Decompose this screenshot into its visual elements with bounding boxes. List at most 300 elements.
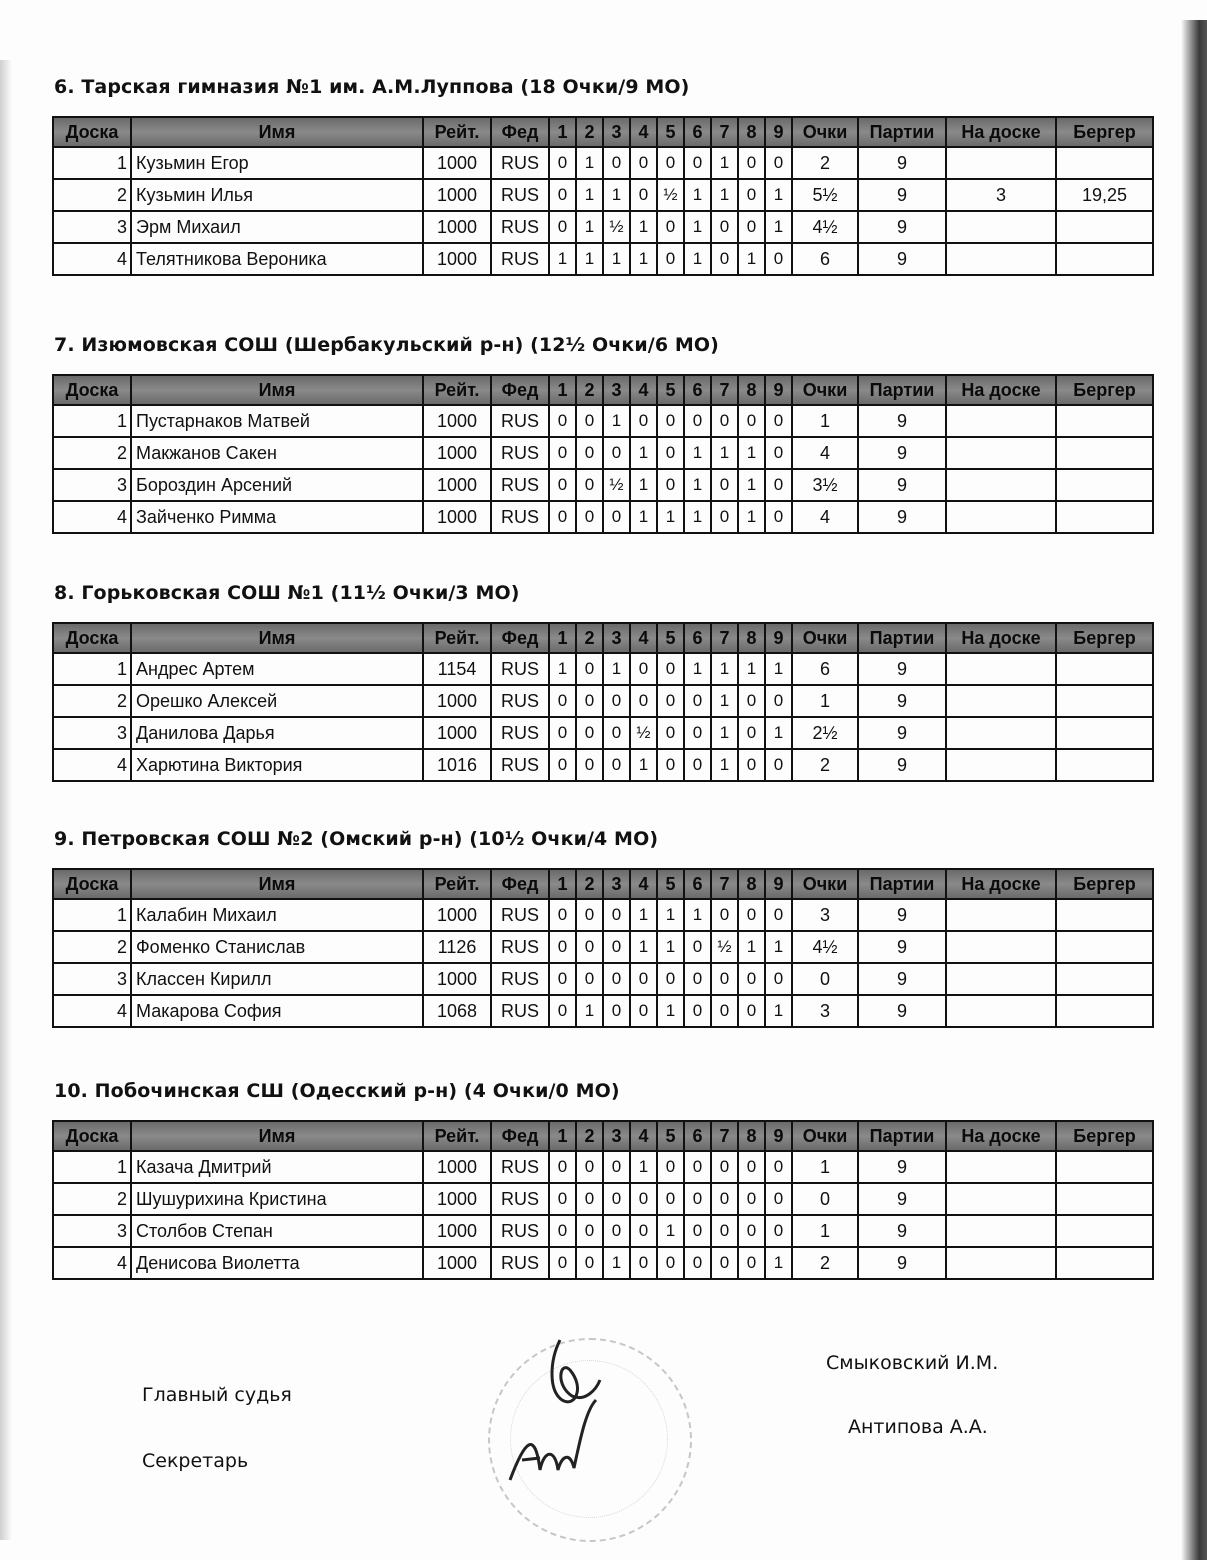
round-result: 1 <box>603 1247 630 1279</box>
player-row <box>53 931 1153 963</box>
board-number: 2 <box>53 685 131 717</box>
header-board: Доска <box>53 117 131 147</box>
header-row <box>53 869 1153 899</box>
round-result: 1 <box>711 749 738 781</box>
round-result: 1 <box>684 179 711 211</box>
header-round: 3 <box>603 869 630 899</box>
round-result: 0 <box>603 717 630 749</box>
scan-edge-left <box>0 60 12 1540</box>
header-games: Партии <box>858 623 946 653</box>
header-round: 8 <box>738 117 765 147</box>
player-berger <box>1056 1247 1153 1279</box>
header-round: 7 <box>711 869 738 899</box>
round-result: 0 <box>576 469 603 501</box>
team-title: 6. Тарская гимназия №1 им. А.М.Луппова (18 Очки/9 МО) <box>54 76 690 98</box>
player-points: 2 <box>792 749 858 781</box>
board-number: 3 <box>53 963 131 995</box>
round-result: 0 <box>576 749 603 781</box>
round-result: 0 <box>576 685 603 717</box>
round-result: 0 <box>765 501 792 533</box>
round-result: 0 <box>738 749 765 781</box>
player-federation: RUS <box>491 147 549 179</box>
board-number: 1 <box>53 147 131 179</box>
player-on-board <box>946 749 1056 781</box>
header-name: Имя <box>131 117 423 147</box>
round-result: 0 <box>630 685 657 717</box>
header-board: Доска <box>53 375 131 405</box>
player-games: 9 <box>858 405 946 437</box>
round-result: 0 <box>684 963 711 995</box>
player-rating: 1154 <box>423 653 491 685</box>
player-name: Шушурихина Кристина <box>131 1183 423 1215</box>
player-rating: 1000 <box>423 437 491 469</box>
round-result: 0 <box>603 1215 630 1247</box>
round-result: 0 <box>765 1183 792 1215</box>
board-number: 1 <box>53 653 131 685</box>
player-games: 9 <box>858 931 946 963</box>
player-games: 9 <box>858 437 946 469</box>
header-round: 9 <box>765 117 792 147</box>
round-result: 1 <box>657 899 684 931</box>
round-result: 0 <box>684 685 711 717</box>
round-result: 0 <box>603 437 630 469</box>
round-result: 0 <box>657 147 684 179</box>
player-rating: 1016 <box>423 749 491 781</box>
player-on-board <box>946 211 1056 243</box>
round-result: 0 <box>603 899 630 931</box>
round-result: 0 <box>603 931 630 963</box>
round-result: 1 <box>603 405 630 437</box>
player-games: 9 <box>858 1183 946 1215</box>
round-result: 1 <box>765 1247 792 1279</box>
round-result: 0 <box>657 469 684 501</box>
header-fed: Фед <box>491 375 549 405</box>
round-result: 0 <box>549 501 576 533</box>
round-result: 0 <box>684 1247 711 1279</box>
player-points: 4 <box>792 501 858 533</box>
player-games: 9 <box>858 963 946 995</box>
team-title: 10. Побочинская СШ (Одесский р-н) (4 Очки/0 МО) <box>54 1080 620 1102</box>
player-federation: RUS <box>491 1215 549 1247</box>
player-on-board <box>946 1247 1056 1279</box>
player-row <box>53 685 1153 717</box>
round-result: 1 <box>765 211 792 243</box>
header-on-board: На доске <box>946 869 1056 899</box>
round-result: 0 <box>765 437 792 469</box>
player-on-board <box>946 995 1056 1027</box>
player-rating: 1000 <box>423 1183 491 1215</box>
round-result: 0 <box>576 963 603 995</box>
header-round: 3 <box>603 117 630 147</box>
player-on-board <box>946 931 1056 963</box>
team-title: 8. Горьковская СОШ №1 (11½ Очки/3 МО) <box>54 582 520 604</box>
header-points: Очки <box>792 869 858 899</box>
player-federation: RUS <box>491 1151 549 1183</box>
header-round: 3 <box>603 623 630 653</box>
round-result: 0 <box>684 749 711 781</box>
player-points: 4½ <box>792 211 858 243</box>
round-result: 1 <box>657 1215 684 1247</box>
player-games: 9 <box>858 243 946 275</box>
round-result: 0 <box>738 963 765 995</box>
chief-judge-label: Главный судья <box>142 1384 292 1406</box>
player-points: 1 <box>792 685 858 717</box>
player-name: Макжанов Сакен <box>131 437 423 469</box>
player-federation: RUS <box>491 469 549 501</box>
header-rating: Рейт. <box>423 623 491 653</box>
player-berger <box>1056 469 1153 501</box>
player-points: 3 <box>792 995 858 1027</box>
player-berger <box>1056 653 1153 685</box>
board-number: 1 <box>53 405 131 437</box>
player-name: Зайченко Римма <box>131 501 423 533</box>
board-number: 3 <box>53 1215 131 1247</box>
round-result: 0 <box>549 1215 576 1247</box>
player-rating: 1000 <box>423 147 491 179</box>
round-result: 0 <box>603 685 630 717</box>
round-result: 1 <box>738 501 765 533</box>
round-result: 0 <box>549 469 576 501</box>
player-name: Орешко Алексей <box>131 685 423 717</box>
player-row <box>53 1151 1153 1183</box>
player-games: 9 <box>858 469 946 501</box>
header-round: 5 <box>657 869 684 899</box>
player-games: 9 <box>858 179 946 211</box>
round-result: 0 <box>684 405 711 437</box>
board-number: 2 <box>53 437 131 469</box>
player-name: Кузьмин Илья <box>131 179 423 211</box>
round-result: 0 <box>711 963 738 995</box>
round-result: 0 <box>765 749 792 781</box>
player-name: Фоменко Станислав <box>131 931 423 963</box>
header-round: 7 <box>711 117 738 147</box>
player-games: 9 <box>858 653 946 685</box>
board-number: 4 <box>53 749 131 781</box>
player-berger <box>1056 405 1153 437</box>
player-name: Эрм Михаил <box>131 211 423 243</box>
round-result: 0 <box>630 405 657 437</box>
player-row <box>53 899 1153 931</box>
player-points: 4 <box>792 437 858 469</box>
player-on-board <box>946 1215 1056 1247</box>
header-row <box>53 1121 1153 1151</box>
round-result: 1 <box>684 211 711 243</box>
player-name: Денисова Виолетта <box>131 1247 423 1279</box>
round-result: 0 <box>711 501 738 533</box>
player-berger <box>1056 147 1153 179</box>
round-result: 1 <box>711 685 738 717</box>
player-berger <box>1056 749 1153 781</box>
round-result: 0 <box>765 963 792 995</box>
round-result: 0 <box>630 963 657 995</box>
round-result: 0 <box>711 1183 738 1215</box>
team-title: 7. Изюмовская СОШ (Шербакульский р-н) (12½ Очки/6 МО) <box>54 334 719 356</box>
board-number: 2 <box>53 179 131 211</box>
header-round: 1 <box>549 869 576 899</box>
round-result: 0 <box>711 1215 738 1247</box>
player-on-board <box>946 963 1056 995</box>
header-round: 1 <box>549 1121 576 1151</box>
round-result: 1 <box>576 211 603 243</box>
player-row <box>53 1183 1153 1215</box>
player-points: 3 <box>792 899 858 931</box>
round-result: 0 <box>576 1215 603 1247</box>
player-row <box>53 1247 1153 1279</box>
round-result: 1 <box>630 243 657 275</box>
player-on-board <box>946 653 1056 685</box>
round-result: 0 <box>684 1183 711 1215</box>
player-on-board <box>946 1183 1056 1215</box>
player-rating: 1000 <box>423 1151 491 1183</box>
player-games: 9 <box>858 899 946 931</box>
player-federation: RUS <box>491 1183 549 1215</box>
round-result: 0 <box>549 899 576 931</box>
header-round: 2 <box>576 869 603 899</box>
header-round: 9 <box>765 623 792 653</box>
round-result: ½ <box>657 179 684 211</box>
header-berger: Бергер <box>1056 375 1153 405</box>
round-result: 0 <box>765 1215 792 1247</box>
header-round: 5 <box>657 1121 684 1151</box>
round-result: 1 <box>684 501 711 533</box>
round-result: 1 <box>684 469 711 501</box>
round-result: 1 <box>630 469 657 501</box>
header-round: 8 <box>738 869 765 899</box>
player-name: Харютина Виктория <box>131 749 423 781</box>
player-federation: RUS <box>491 717 549 749</box>
player-games: 9 <box>858 685 946 717</box>
header-points: Очки <box>792 375 858 405</box>
round-result: 1 <box>630 899 657 931</box>
round-result: 0 <box>657 211 684 243</box>
player-berger <box>1056 717 1153 749</box>
player-games: 9 <box>858 147 946 179</box>
round-result: 0 <box>657 653 684 685</box>
player-federation: RUS <box>491 501 549 533</box>
round-result: 1 <box>765 179 792 211</box>
round-result: 1 <box>549 243 576 275</box>
player-federation: RUS <box>491 1247 549 1279</box>
round-result: 0 <box>549 147 576 179</box>
player-federation: RUS <box>491 749 549 781</box>
header-round: 1 <box>549 375 576 405</box>
round-result: 0 <box>765 685 792 717</box>
header-row <box>53 623 1153 653</box>
round-result: 0 <box>657 963 684 995</box>
round-result: 0 <box>576 1183 603 1215</box>
round-result: 0 <box>765 1151 792 1183</box>
round-result: 0 <box>630 995 657 1027</box>
round-result: 0 <box>738 405 765 437</box>
round-result: 1 <box>738 469 765 501</box>
round-result: 0 <box>603 995 630 1027</box>
round-result: 0 <box>684 995 711 1027</box>
round-result: 0 <box>738 1247 765 1279</box>
player-rating: 1000 <box>423 717 491 749</box>
player-rating: 1000 <box>423 501 491 533</box>
round-result: 1 <box>630 501 657 533</box>
player-points: 0 <box>792 1183 858 1215</box>
header-name: Имя <box>131 623 423 653</box>
round-result: 0 <box>738 899 765 931</box>
handwritten-signature <box>500 1330 620 1500</box>
header-games: Партии <box>858 869 946 899</box>
round-result: 1 <box>603 243 630 275</box>
player-row <box>53 469 1153 501</box>
round-result: 0 <box>630 147 657 179</box>
round-result: ½ <box>603 469 630 501</box>
player-games: 9 <box>858 1215 946 1247</box>
header-round: 3 <box>603 1121 630 1151</box>
player-row <box>53 243 1153 275</box>
results-table <box>52 116 1154 276</box>
round-result: 0 <box>738 211 765 243</box>
round-result: 1 <box>765 931 792 963</box>
player-games: 9 <box>858 211 946 243</box>
round-result: 1 <box>738 931 765 963</box>
header-round: 4 <box>630 375 657 405</box>
player-row <box>53 405 1153 437</box>
board-number: 3 <box>53 469 131 501</box>
round-result: 0 <box>603 147 630 179</box>
player-berger <box>1056 1183 1153 1215</box>
player-points: 5½ <box>792 179 858 211</box>
player-rating: 1000 <box>423 405 491 437</box>
header-on-board: На доске <box>946 1121 1056 1151</box>
player-row <box>53 717 1153 749</box>
header-board: Доска <box>53 623 131 653</box>
header-round: 9 <box>765 1121 792 1151</box>
player-rating: 1000 <box>423 469 491 501</box>
header-board: Доска <box>53 1121 131 1151</box>
player-federation: RUS <box>491 405 549 437</box>
round-result: 0 <box>549 1151 576 1183</box>
player-row <box>53 653 1153 685</box>
player-name: Бороздин Арсений <box>131 469 423 501</box>
header-points: Очки <box>792 117 858 147</box>
player-name: Казача Дмитрий <box>131 1151 423 1183</box>
header-round: 9 <box>765 869 792 899</box>
round-result: 0 <box>657 243 684 275</box>
round-result: 0 <box>657 685 684 717</box>
header-round: 5 <box>657 117 684 147</box>
player-federation: RUS <box>491 931 549 963</box>
round-result: 1 <box>738 437 765 469</box>
header-berger: Бергер <box>1056 117 1153 147</box>
team-section <box>52 828 1152 1028</box>
round-result: 1 <box>549 653 576 685</box>
header-round: 4 <box>630 869 657 899</box>
player-berger <box>1056 1215 1153 1247</box>
round-result: 0 <box>576 653 603 685</box>
round-result: 0 <box>684 1151 711 1183</box>
header-name: Имя <box>131 869 423 899</box>
header-fed: Фед <box>491 623 549 653</box>
round-result: 1 <box>603 179 630 211</box>
player-rating: 1000 <box>423 899 491 931</box>
header-board: Доска <box>53 869 131 899</box>
player-name: Телятникова Вероника <box>131 243 423 275</box>
header-fed: Фед <box>491 1121 549 1151</box>
round-result: 1 <box>711 717 738 749</box>
player-berger <box>1056 963 1153 995</box>
board-number: 4 <box>53 995 131 1027</box>
player-row <box>53 749 1153 781</box>
player-games: 9 <box>858 501 946 533</box>
round-result: 0 <box>549 405 576 437</box>
round-result: 0 <box>657 1151 684 1183</box>
player-rating: 1000 <box>423 963 491 995</box>
round-result: 0 <box>576 899 603 931</box>
round-result: 0 <box>603 501 630 533</box>
player-games: 9 <box>858 1151 946 1183</box>
round-result: 0 <box>549 685 576 717</box>
header-round: 8 <box>738 1121 765 1151</box>
header-name: Имя <box>131 1121 423 1151</box>
header-round: 7 <box>711 623 738 653</box>
header-round: 2 <box>576 1121 603 1151</box>
header-on-board: На доске <box>946 623 1056 653</box>
header-berger: Бергер <box>1056 1121 1153 1151</box>
header-round: 1 <box>549 117 576 147</box>
round-result: 0 <box>657 717 684 749</box>
header-points: Очки <box>792 1121 858 1151</box>
team-section <box>52 334 1152 534</box>
player-federation: RUS <box>491 963 549 995</box>
board-number: 1 <box>53 899 131 931</box>
round-result: ½ <box>630 717 657 749</box>
header-rating: Рейт. <box>423 375 491 405</box>
round-result: 0 <box>549 995 576 1027</box>
round-result: ½ <box>711 931 738 963</box>
round-result: 0 <box>657 437 684 469</box>
player-name: Кузьмин Егор <box>131 147 423 179</box>
round-result: 0 <box>603 1183 630 1215</box>
round-result: 1 <box>765 717 792 749</box>
results-table <box>52 374 1154 534</box>
round-result: 0 <box>684 931 711 963</box>
secretary-label: Секретарь <box>142 1450 249 1472</box>
player-rating: 1000 <box>423 211 491 243</box>
header-fed: Фед <box>491 869 549 899</box>
round-result: 0 <box>576 717 603 749</box>
round-result: 0 <box>630 1183 657 1215</box>
round-result: 1 <box>765 995 792 1027</box>
player-row <box>53 1215 1153 1247</box>
board-number: 1 <box>53 1151 131 1183</box>
board-number: 2 <box>53 931 131 963</box>
header-rating: Рейт. <box>423 117 491 147</box>
player-federation: RUS <box>491 653 549 685</box>
round-result: 1 <box>711 653 738 685</box>
round-result: ½ <box>603 211 630 243</box>
player-rating: 1000 <box>423 1247 491 1279</box>
team-section <box>52 582 1152 782</box>
round-result: 0 <box>549 963 576 995</box>
player-name: Калабин Михаил <box>131 899 423 931</box>
player-berger <box>1056 1151 1153 1183</box>
round-result: 0 <box>576 1151 603 1183</box>
round-result: 0 <box>738 1183 765 1215</box>
header-berger: Бергер <box>1056 623 1153 653</box>
header-fed: Фед <box>491 117 549 147</box>
round-result: 0 <box>765 405 792 437</box>
player-berger <box>1056 931 1153 963</box>
player-rating: 1000 <box>423 685 491 717</box>
round-result: 1 <box>738 653 765 685</box>
player-federation: RUS <box>491 179 549 211</box>
header-round: 2 <box>576 623 603 653</box>
